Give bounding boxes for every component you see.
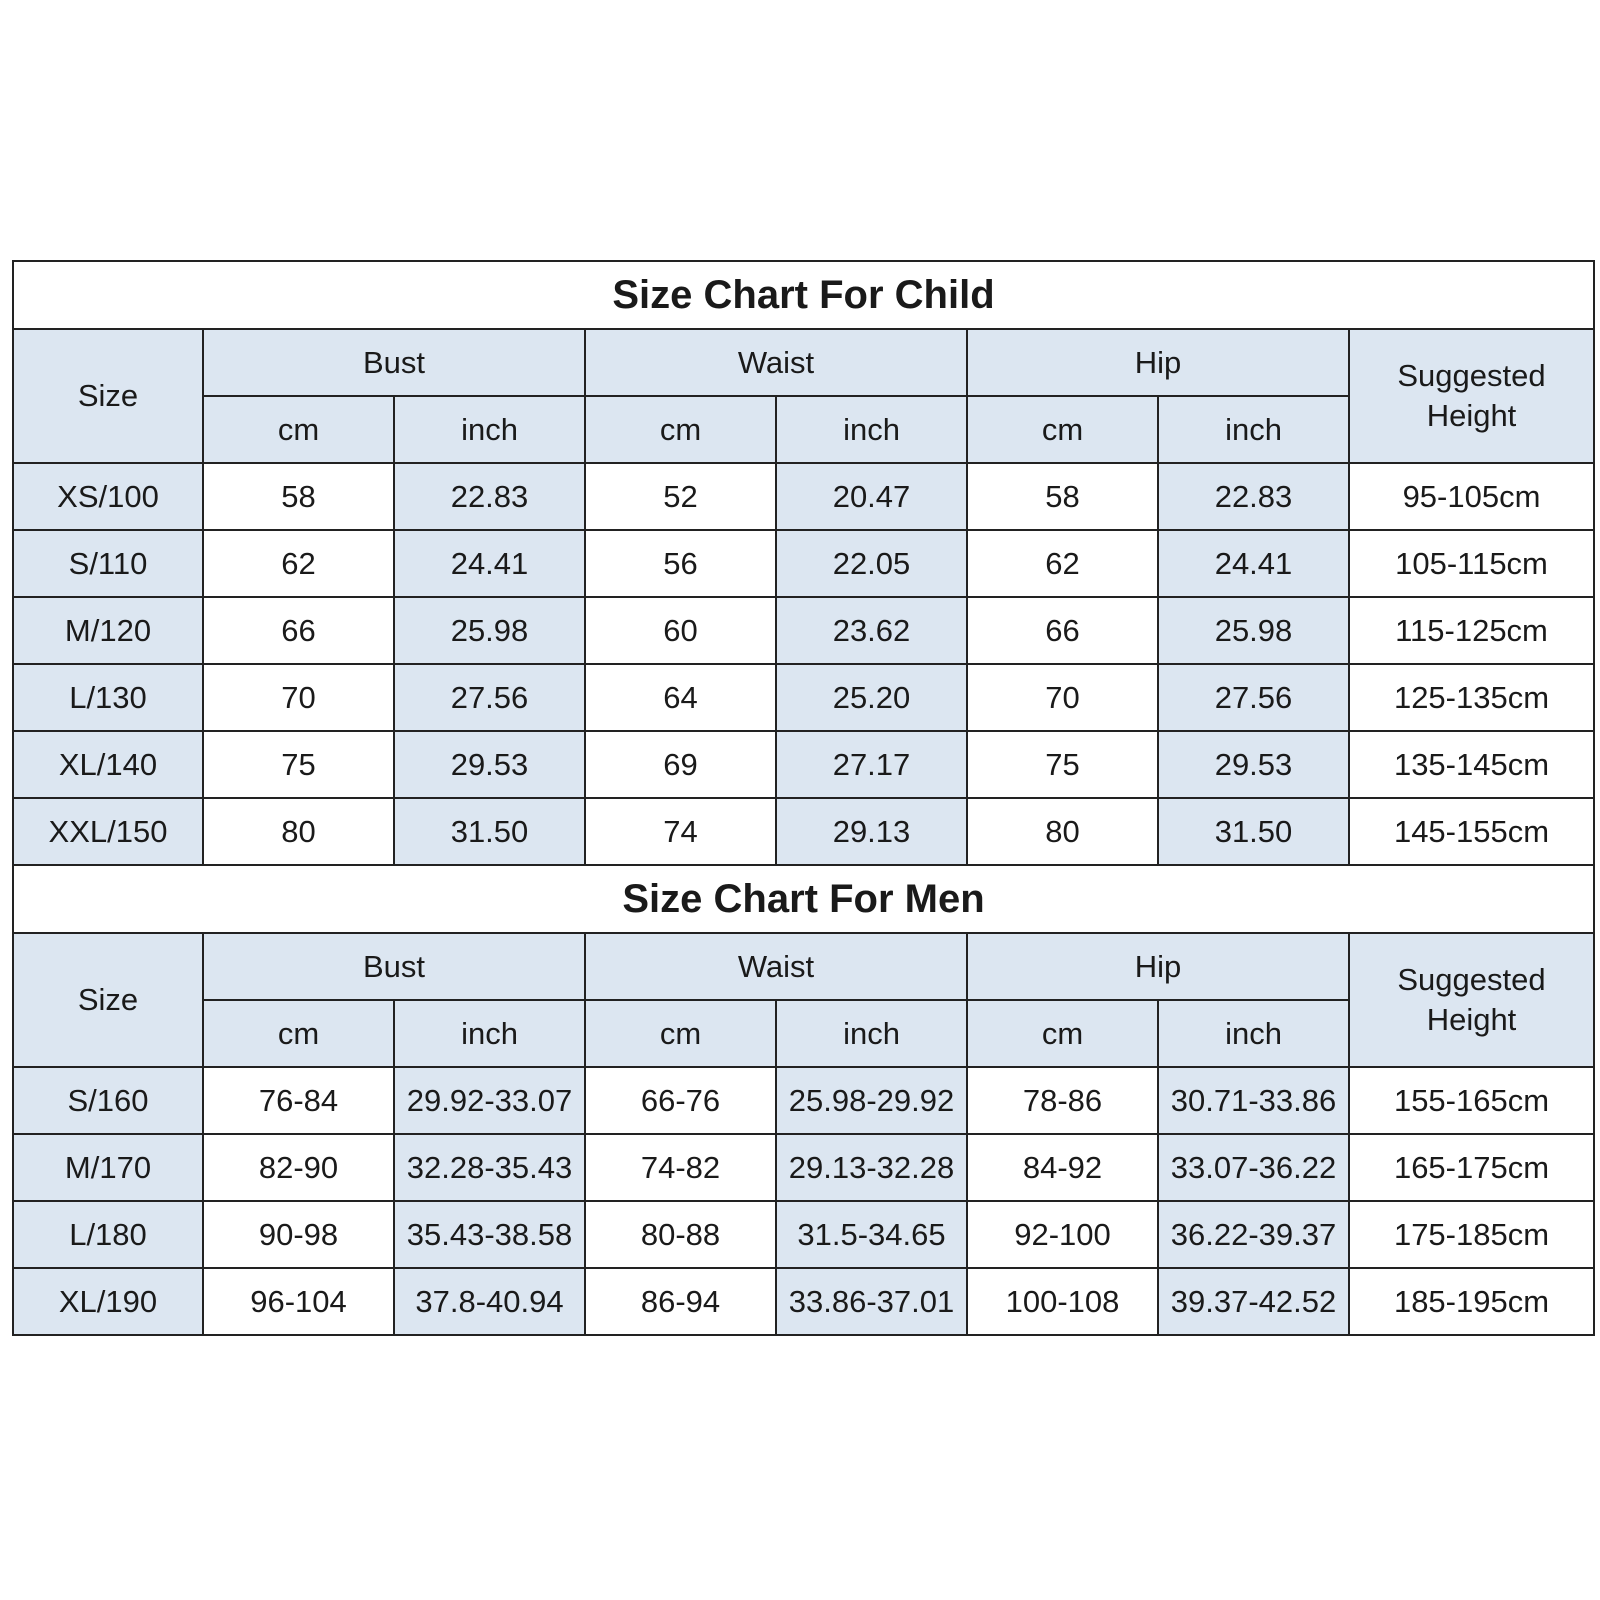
- men-bust-inch-header: inch: [394, 1000, 585, 1067]
- table-cell: 25.98: [1158, 597, 1349, 664]
- men-waist-inch-header: inch: [776, 1000, 967, 1067]
- table-row: [13, 463, 1594, 530]
- table-cell: 62: [203, 530, 394, 597]
- table-cell: 27.56: [394, 664, 585, 731]
- table-cell: 29.53: [1158, 731, 1349, 798]
- table-cell: 82-90: [203, 1134, 394, 1201]
- table-row: [13, 1201, 1594, 1268]
- size-chart-body: [13, 261, 1594, 1335]
- table-row: [13, 530, 1594, 597]
- table-cell: 36.22-39.37: [1158, 1201, 1349, 1268]
- table-row: [13, 664, 1594, 731]
- table-cell: 90-98: [203, 1201, 394, 1268]
- men-title-row: [13, 865, 1594, 933]
- men-hip-inch-header: inch: [1158, 1000, 1349, 1067]
- size-label-cell: XS/100: [13, 463, 203, 530]
- table-row: [13, 597, 1594, 664]
- table-cell: 22.83: [1158, 463, 1349, 530]
- table-cell: 29.13: [776, 798, 967, 865]
- men-chart-title: Size Chart For Men: [13, 865, 1594, 933]
- table-cell: 31.50: [394, 798, 585, 865]
- size-label-cell: XL/190: [13, 1268, 203, 1335]
- table-cell: 60: [585, 597, 776, 664]
- table-cell: 24.41: [1158, 530, 1349, 597]
- table-row: [13, 731, 1594, 798]
- child-header-row: [13, 329, 1594, 396]
- table-cell: 80-88: [585, 1201, 776, 1268]
- table-cell: 75: [967, 731, 1158, 798]
- table-row: [13, 798, 1594, 865]
- table-cell: 165-175cm: [1349, 1134, 1594, 1201]
- table-cell: 29.53: [394, 731, 585, 798]
- table-cell: 95-105cm: [1349, 463, 1594, 530]
- table-cell: 25.98-29.92: [776, 1067, 967, 1134]
- child-chart-title: Size Chart For Child: [13, 261, 1594, 329]
- men-waist-header: Waist: [585, 933, 967, 1000]
- table-row: [13, 1067, 1594, 1134]
- table-cell: 84-92: [967, 1134, 1158, 1201]
- table-cell: 20.47: [776, 463, 967, 530]
- size-chart-table: [12, 260, 1595, 1336]
- child-suggested-height-line1: Suggested: [1397, 358, 1546, 393]
- table-cell: 23.62: [776, 597, 967, 664]
- table-cell: 25.98: [394, 597, 585, 664]
- table-cell: 86-94: [585, 1268, 776, 1335]
- child-waist-inch-header: inch: [776, 396, 967, 463]
- child-suggested-height-line2: Height: [1426, 398, 1517, 433]
- table-cell: 29.92-33.07: [394, 1067, 585, 1134]
- table-cell: 25.20: [776, 664, 967, 731]
- table-cell: 33.86-37.01: [776, 1268, 967, 1335]
- men-size-header: Size: [13, 933, 203, 1067]
- table-cell: 66: [203, 597, 394, 664]
- table-cell: 52: [585, 463, 776, 530]
- table-cell: 69: [585, 731, 776, 798]
- table-cell: 70: [967, 664, 1158, 731]
- table-cell: 32.28-35.43: [394, 1134, 585, 1201]
- table-cell: 56: [585, 530, 776, 597]
- table-cell: 175-185cm: [1349, 1201, 1594, 1268]
- table-cell: 105-115cm: [1349, 530, 1594, 597]
- men-suggested-height-header: [1349, 933, 1594, 1067]
- table-cell: 33.07-36.22: [1158, 1134, 1349, 1201]
- table-cell: 155-165cm: [1349, 1067, 1594, 1134]
- child-bust-cm-header: cm: [203, 396, 394, 463]
- table-cell: 39.37-42.52: [1158, 1268, 1349, 1335]
- size-label-cell: S/110: [13, 530, 203, 597]
- table-cell: 29.13-32.28: [776, 1134, 967, 1201]
- table-cell: 58: [203, 463, 394, 530]
- men-hip-cm-header: cm: [967, 1000, 1158, 1067]
- child-hip-header: Hip: [967, 329, 1349, 396]
- table-cell: 115-125cm: [1349, 597, 1594, 664]
- table-cell: 22.05: [776, 530, 967, 597]
- size-chart: [12, 260, 1593, 1336]
- child-hip-cm-header: cm: [967, 396, 1158, 463]
- table-cell: 75: [203, 731, 394, 798]
- table-cell: 64: [585, 664, 776, 731]
- table-cell: 76-84: [203, 1067, 394, 1134]
- table-cell: 135-145cm: [1349, 731, 1594, 798]
- child-title-row: [13, 261, 1594, 329]
- child-bust-inch-header: inch: [394, 396, 585, 463]
- men-suggested-height-line2: Height: [1426, 1002, 1517, 1037]
- table-cell: 24.41: [394, 530, 585, 597]
- men-header-row: [13, 933, 1594, 1000]
- table-cell: 145-155cm: [1349, 798, 1594, 865]
- table-cell: 22.83: [394, 463, 585, 530]
- table-cell: 80: [203, 798, 394, 865]
- table-cell: 30.71-33.86: [1158, 1067, 1349, 1134]
- table-cell: 78-86: [967, 1067, 1158, 1134]
- men-hip-header: Hip: [967, 933, 1349, 1000]
- child-waist-header: Waist: [585, 329, 967, 396]
- table-cell: 27.56: [1158, 664, 1349, 731]
- child-waist-cm-header: cm: [585, 396, 776, 463]
- men-suggested-height-line1: Suggested: [1397, 962, 1546, 997]
- child-bust-header: Bust: [203, 329, 585, 396]
- men-bust-header: Bust: [203, 933, 585, 1000]
- men-bust-cm-header: cm: [203, 1000, 394, 1067]
- size-label-cell: M/170: [13, 1134, 203, 1201]
- table-cell: 125-135cm: [1349, 664, 1594, 731]
- table-cell: 27.17: [776, 731, 967, 798]
- table-cell: 80: [967, 798, 1158, 865]
- table-cell: 62: [967, 530, 1158, 597]
- table-cell: 66: [967, 597, 1158, 664]
- table-cell: 58: [967, 463, 1158, 530]
- size-label-cell: XL/140: [13, 731, 203, 798]
- table-cell: 74-82: [585, 1134, 776, 1201]
- table-row: [13, 1268, 1594, 1335]
- child-size-header: Size: [13, 329, 203, 463]
- size-label-cell: XXL/150: [13, 798, 203, 865]
- table-cell: 35.43-38.58: [394, 1201, 585, 1268]
- size-label-cell: L/180: [13, 1201, 203, 1268]
- table-cell: 185-195cm: [1349, 1268, 1594, 1335]
- table-cell: 100-108: [967, 1268, 1158, 1335]
- table-cell: 31.5-34.65: [776, 1201, 967, 1268]
- table-cell: 96-104: [203, 1268, 394, 1335]
- table-cell: 92-100: [967, 1201, 1158, 1268]
- table-cell: 31.50: [1158, 798, 1349, 865]
- size-label-cell: M/120: [13, 597, 203, 664]
- table-cell: 66-76: [585, 1067, 776, 1134]
- table-cell: 70: [203, 664, 394, 731]
- table-row: [13, 1134, 1594, 1201]
- child-suggested-height-header: [1349, 329, 1594, 463]
- table-cell: 37.8-40.94: [394, 1268, 585, 1335]
- size-label-cell: S/160: [13, 1067, 203, 1134]
- size-label-cell: L/130: [13, 664, 203, 731]
- table-cell: 74: [585, 798, 776, 865]
- child-hip-inch-header: inch: [1158, 396, 1349, 463]
- men-waist-cm-header: cm: [585, 1000, 776, 1067]
